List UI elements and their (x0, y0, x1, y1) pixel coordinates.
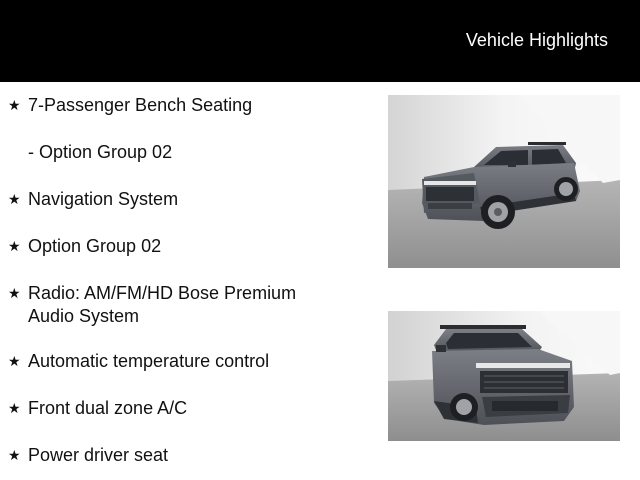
star-icon: ★ (8, 400, 21, 416)
feature-text: Power driver seat (28, 445, 169, 465)
vehicle-photo-front-view (388, 311, 620, 441)
feature-text: Radio: AM/FM/HD Bose Premium Audio System (28, 283, 297, 326)
star-icon: ★ (8, 191, 21, 207)
feature-text: Navigation System (28, 189, 179, 209)
star-icon: ★ (8, 353, 21, 369)
star-icon: ★ (8, 285, 21, 301)
star-icon: ★ (8, 97, 21, 113)
feature-text: 7-Passenger Bench Seating (28, 95, 253, 115)
feature-text: Automatic temperature control (28, 351, 270, 371)
feature-text: Option Group 02 (28, 236, 162, 256)
vehicle-photo-side-view (388, 95, 620, 268)
feature-text: - Option Group 02 (28, 142, 173, 162)
page-title: Vehicle Highlights (465, 30, 608, 50)
star-icon: ★ (8, 238, 21, 254)
feature-text: Front dual zone A/C (28, 398, 188, 418)
star-icon: ★ (8, 447, 21, 463)
